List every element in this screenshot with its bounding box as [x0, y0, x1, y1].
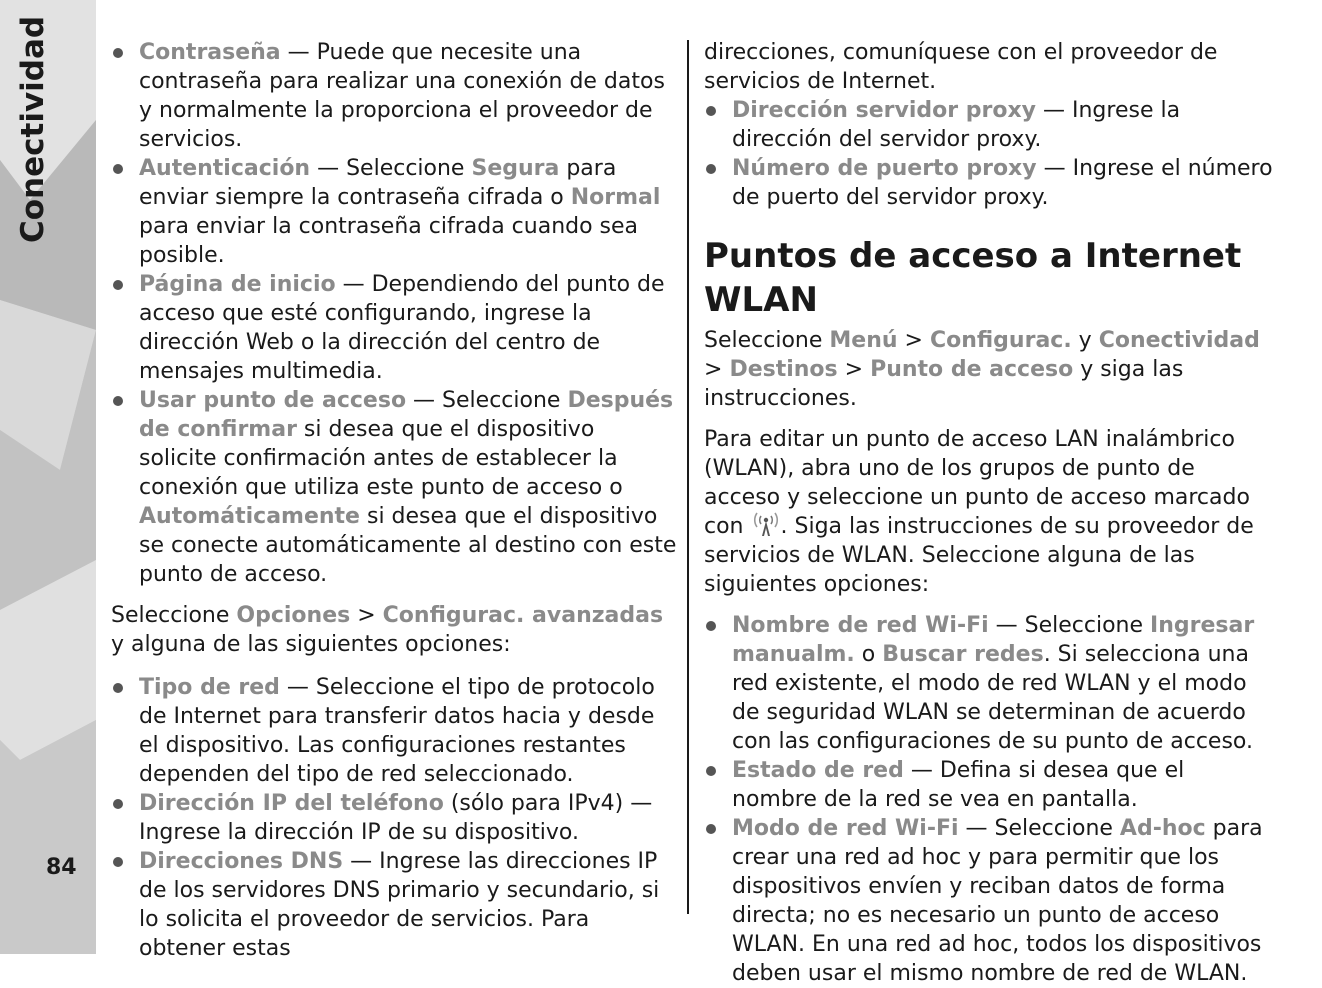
option-value: Ad-hoc [1119, 816, 1206, 841]
bullet-icon [113, 857, 123, 867]
list-item [704, 814, 1276, 988]
sidebar-band [0, 0, 96, 954]
bullet-icon [706, 621, 716, 631]
option-term: Modo de red Wi-Fi [732, 816, 959, 841]
option-term: Dirección servidor proxy [732, 98, 1036, 123]
option-value: Automáticamente [139, 504, 360, 529]
description-text: . Si selecciona una red existente, el modo de red WLAN y el modo de seguridad WLAN se determinan de acuerdo con las configuraciones de su punto de acceso. [732, 642, 1253, 754]
menu-option-punto-de-acceso: Punto de acceso [870, 357, 1074, 382]
wlan-option-list [704, 611, 1276, 988]
option-term: Tipo de red [139, 675, 280, 700]
option-value: Buscar redes [882, 642, 1044, 667]
description-text: — Defina si desea que el nombre de la red se vea en pantalla. [732, 758, 1185, 812]
bullet-icon [113, 683, 123, 693]
description-text: para crear una red ad hoc y para permitir que los dispositivos envíen y reciban datos de forma directa; no es necesario un punto de acceso WLAN. En una red ad hoc, todos los dispositivos deben usar el mismo nombre de red de WLAN. [732, 816, 1263, 986]
list-item [111, 789, 677, 847]
list-item [704, 611, 1276, 756]
option-value: Segura [471, 156, 560, 181]
description-text: si desea que el dispositivo solicite confirmación antes de establecer la conexión que utiliza este punto de acceso o [139, 417, 623, 500]
description-text: — Dependiendo del punto de acceso que esté configurando, ingrese la dirección Web o la dirección del centro de mensajes multimedia. [139, 272, 665, 384]
option-list [111, 38, 677, 589]
option-term: Usar punto de acceso [139, 388, 407, 413]
bullet-icon [113, 396, 123, 406]
description-text: — Ingrese las direcciones IP de los servidores DNS primario y secundario, si lo solicita el proveedor de servicios. Para obtener estas [139, 849, 660, 961]
description-text: — Seleccione [958, 816, 1120, 841]
option-term: Contraseña [139, 40, 281, 65]
list-item [111, 154, 677, 270]
description-text: (sólo para IPv4) — Ingrese la dirección IP de su dispositivo. [139, 791, 653, 845]
wlan-paragraph: Para editar un punto de acceso LAN inalámbrico (WLAN), abra uno de los grupos de punto de acceso y seleccione un punto de acceso marcado con . Siga las instrucciones de su proveedor de servicios de WLAN. Seleccione alguna de las siguientes opciones: [704, 427, 1254, 597]
description-text: — Ingrese el número de puerto del servidor proxy. [732, 156, 1273, 210]
menu-option-menu: Menú [829, 328, 898, 353]
right-column [704, 38, 1276, 988]
list-item [704, 756, 1276, 814]
advanced-option-list [111, 673, 677, 963]
list-item [111, 38, 677, 154]
menu-option-configurac: Configurac. [929, 328, 1072, 353]
bullet-icon [113, 164, 123, 174]
proxy-option-list [704, 96, 1276, 212]
description-text: — Seleccione [310, 156, 472, 181]
option-term: Nombre de red Wi-Fi [732, 613, 989, 638]
section-heading: Puntos de acceso a Internet WLAN [704, 236, 1242, 320]
description-text: o [854, 642, 883, 667]
option-term: Dirección IP del teléfono [139, 791, 444, 816]
option-term: Número de puerto proxy [732, 156, 1037, 181]
menu-option-destinos: Destinos [729, 357, 838, 382]
option-term: Estado de red [732, 758, 904, 783]
bullet-icon [113, 48, 123, 58]
option-value: Después de confirmar [139, 388, 674, 442]
continued-text: direcciones, comuníquese con el proveedor de servicios de Internet. [704, 40, 1218, 94]
description-text: — Seleccione [406, 388, 568, 413]
option-value: Ingresar manualm. [732, 613, 1255, 667]
description-text: si desea que el dispositivo se conecte automáticamente al destino con este punto de acceso. [139, 504, 677, 587]
bullet-icon [706, 766, 716, 776]
list-item [704, 154, 1276, 212]
bullet-icon [706, 164, 716, 174]
option-value: Normal [570, 185, 661, 210]
options-intro: Seleccione Opciones > Configurac. avanzadas y alguna de las siguientes opciones: [111, 603, 664, 657]
column-divider [687, 40, 689, 914]
menu-option-opciones: Opciones [236, 603, 351, 628]
list-item [111, 847, 677, 963]
section-title: Conectividad [15, 15, 51, 243]
list-item [111, 673, 677, 789]
left-column [111, 38, 677, 963]
bullet-icon [706, 106, 716, 116]
option-term: Direcciones DNS [139, 849, 344, 874]
bullet-icon [706, 824, 716, 834]
menu-path: Seleccione Menú > Configurac. y Conectividad > Destinos > Punto de acceso y siga las instrucciones. [704, 328, 1260, 411]
bullet-icon [113, 280, 123, 290]
option-term: Página de inicio [139, 272, 336, 297]
description-text: — Seleccione [988, 613, 1151, 638]
wlan-access-point-icon [753, 512, 779, 538]
option-term: Autenticación [139, 156, 311, 181]
menu-option-conectividad: Conectividad [1098, 328, 1260, 353]
menu-option-configurac-avanzadas: Configurac. avanzadas [382, 603, 664, 628]
page-number: 84 [46, 855, 77, 880]
bullet-icon [113, 799, 123, 809]
description-text: — Seleccione el tipo de protocolo de Internet para transferir datos hacia y desde el dispositivo. Las configuraciones restantes dependen del tipo de red seleccionado. [139, 675, 655, 787]
description-text: — Ingrese la dirección del servidor proxy. [732, 98, 1181, 152]
description-text: para enviar la contraseña cifrada cuando sea posible. [139, 214, 639, 268]
list-item [111, 270, 677, 386]
description-text: — Puede que necesite una contraseña para realizar una conexión de datos y normalmente la proporciona el proveedor de servicios. [139, 40, 665, 152]
description-text: para enviar siempre la contraseña cifrada o [139, 156, 617, 210]
list-item [111, 386, 677, 589]
list-item [704, 96, 1276, 154]
